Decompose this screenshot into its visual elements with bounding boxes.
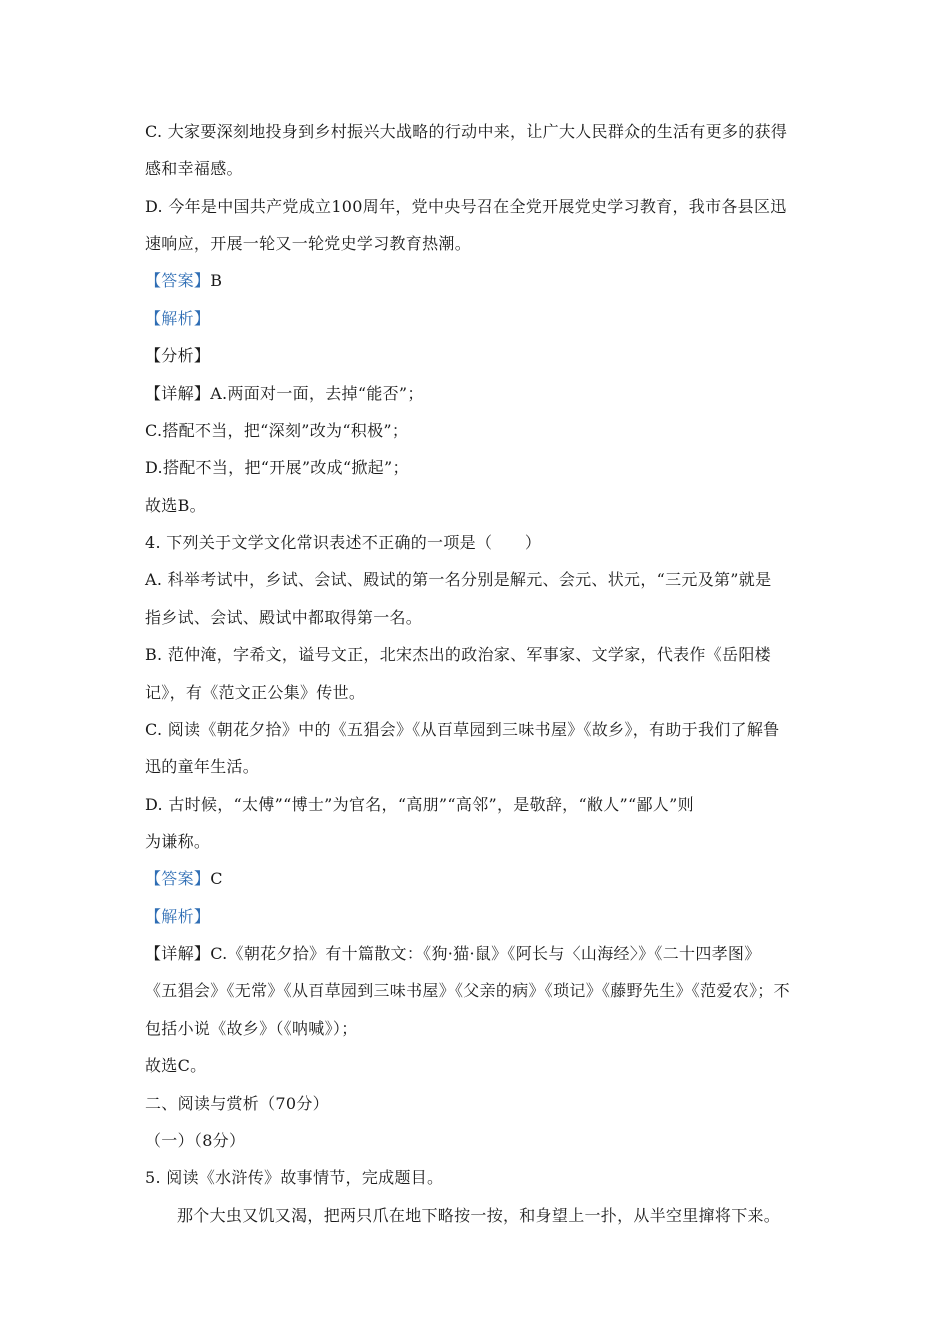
q4-detail-line3: 包括小说《故乡》（《呐喊》）； <box>145 1019 358 1038</box>
answer-label: 【答案】 <box>145 271 211 290</box>
analysis-label: 【解析】 <box>145 309 211 328</box>
detail-line2: C.搭配不当，把“深刻”改为“积极”； <box>145 421 409 440</box>
question-5-stem: 5. 阅读《水浒传》故事情节，完成题目。 <box>145 1168 444 1187</box>
passage-first-line: 那个大虫又饥又渴，把两只爪在地下略按一按，和身望上一扑，从半空里撺将下来。 <box>177 1206 781 1225</box>
q4-detail-line2: 《五猖会》《无常》《从百草园到三味书屋》《父亲的病》《琐记》《藤野先生》《范爱农》；不 <box>145 981 790 1000</box>
subsection-heading: （一）（8分） <box>145 1131 246 1150</box>
answer-row-q3 <box>145 270 222 292</box>
option-d-line2: 速响应，开展一轮又一轮党史学习教育热潮。 <box>145 234 472 253</box>
q4-option-a-line1: A. 科举考试中，乡试、会试、殿试的第一名分别是解元、会元、状元，“三元及第”就是 <box>145 570 772 589</box>
question-4-stem: 4. 下列关于文学文化常识表述不正确的一项是（ ） <box>145 533 542 552</box>
q4-option-c-line2: 迅的童年生活。 <box>145 757 260 776</box>
answer-label: 【答案】 <box>145 869 211 888</box>
fenxi-label: 【分析】 <box>145 346 211 365</box>
detail-line3: D.搭配不当，把“开展”改成“掀起”； <box>145 458 409 477</box>
q4-option-d-line1: D. 古时候，“太傅”“博士”为官名，“高朋”“高邻”，是敬辞，“敝人”“鄙人”则 <box>145 795 694 814</box>
q4-option-b-line2: 记》，有《范文正公集》传世。 <box>145 683 366 702</box>
conclusion-q3: 故选B。 <box>145 496 206 515</box>
option-d-line1: D. 今年是中国共产党成立100周年，党中央号召在全党开展党史学习教育，我市各县区迅 <box>145 197 787 216</box>
answer-value: C <box>210 869 223 888</box>
q4-option-b-line1: B. 范仲淹，字希文，谥号文正，北宋杰出的政治家、军事家、文学家，代表作《岳阳楼 <box>145 645 771 664</box>
option-c-line2: 感和幸福感。 <box>145 159 243 178</box>
q4-option-d-line2: 为谦称。 <box>145 832 211 851</box>
answer-value: B <box>210 271 223 290</box>
answer-row-q4 <box>145 868 223 890</box>
q4-option-a-line2: 指乡试、会试、殿试中都取得第一名。 <box>145 608 423 627</box>
section-heading: 二、阅读与赏析（70分） <box>145 1094 329 1113</box>
q4-detail-line1: 【详解】C.《朝花夕拾》有十篇散文：《狗·猫·鼠》《阿长与〈山海经〉》《二十四孝图》 <box>145 944 761 963</box>
option-c-line1: C. 大家要深刻地投身到乡村振兴大战略的行动中来，让广大人民群众的生活有更多的获得 <box>145 122 788 141</box>
q4-option-c-line1: C. 阅读《朝花夕拾》中的《五猖会》《从百草园到三味书屋》《故乡》，有助于我们了解鲁 <box>145 720 780 739</box>
analysis-label: 【解析】 <box>145 907 211 926</box>
detail-line1: 【详解】A.两面对一面，去掉“能否”； <box>145 384 424 403</box>
conclusion-q4: 故选C。 <box>145 1056 207 1075</box>
